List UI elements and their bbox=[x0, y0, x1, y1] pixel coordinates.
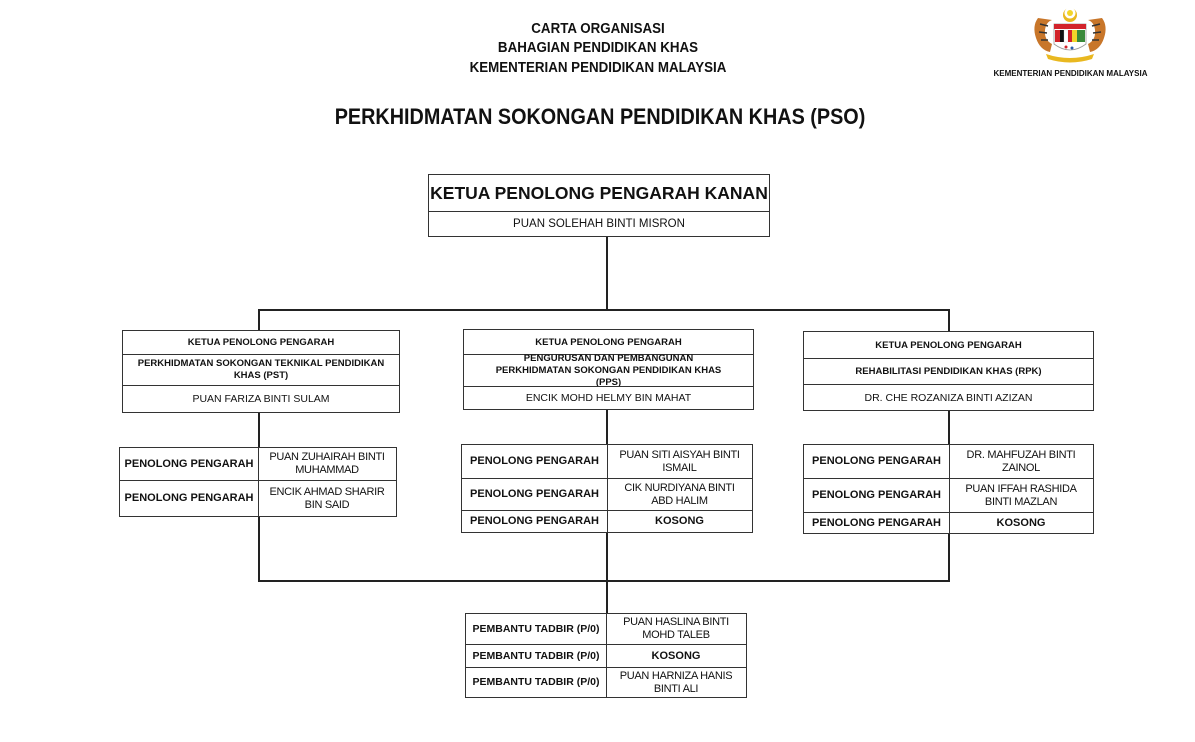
admin-role: PEMBANTU TADBIR (P/0) bbox=[466, 668, 607, 697]
branch-unit: PENGURUSAN DAN PEMBANGUNAN PERKHIDMATAN SOKONGAN PENDIDIKAN KHAS (PPS) bbox=[464, 354, 753, 386]
branch-role: KETUA PENOLONG PENGARAH bbox=[187, 337, 335, 348]
staff-role: PENOLONG PENGARAH bbox=[462, 445, 608, 478]
table-row bbox=[804, 512, 1093, 533]
staff-role: PENOLONG PENGARAH bbox=[804, 445, 950, 478]
staff-table-pst bbox=[119, 447, 397, 517]
staff-table-rpk bbox=[803, 444, 1094, 534]
branch-head-name: ENCIK MOHD HELMY BIN MAHAT bbox=[464, 386, 753, 409]
connector-branch-horizontal bbox=[258, 309, 950, 311]
connector-top-vertical bbox=[606, 236, 608, 310]
branch-box-pst bbox=[122, 330, 400, 413]
staff-role: PENOLONG PENGARAH bbox=[120, 448, 259, 480]
table-row bbox=[462, 445, 752, 478]
branch-head-name: PUAN FARIZA BINTI SULAM bbox=[123, 385, 399, 412]
connector-bottom-horizontal bbox=[258, 580, 950, 582]
table-row bbox=[466, 644, 746, 667]
branch-head-name: DR. CHE ROZANIZA BINTI AZIZAN bbox=[804, 384, 1093, 410]
staff-name: ENCIK AHMAD SHARIR BIN SAID bbox=[269, 485, 385, 511]
admin-staff-table bbox=[465, 613, 747, 698]
table-row bbox=[120, 448, 396, 480]
table-row bbox=[804, 478, 1093, 512]
table-row bbox=[804, 445, 1093, 478]
connector-branch-right bbox=[948, 309, 950, 331]
branch-box-rpk bbox=[803, 331, 1094, 411]
staff-name: KOSONG bbox=[996, 516, 1046, 529]
header-line-2: BAHAGIAN PENDIDIKAN KHAS bbox=[497, 40, 699, 56]
logo-caption: KEMENTERIAN PENDIDIKAN MALAYSIA bbox=[993, 69, 1148, 78]
admin-role: PEMBANTU TADBIR (P/0) bbox=[466, 645, 607, 667]
branch-box-pps bbox=[463, 329, 754, 410]
staff-name: CIK NURDIYANA BINTI ABD HALIM bbox=[624, 481, 735, 507]
staff-role: PENOLONG PENGARAH bbox=[120, 481, 259, 516]
top-position-name: PUAN SOLEHAH BINTI MISRON bbox=[429, 211, 769, 236]
staff-name: PUAN SITI AISYAH BINTI ISMAIL bbox=[619, 448, 740, 474]
staff-role: PENOLONG PENGARAH bbox=[462, 511, 608, 532]
header-line-3: KEMENTERIAN PENDIDIKAN MALAYSIA bbox=[469, 60, 727, 76]
top-position-title: KETUA PENOLONG PENGARAH KANAN bbox=[430, 182, 768, 203]
admin-name: PUAN HARNIZA HANIS BINTI ALI bbox=[619, 669, 733, 695]
staff-table-pps bbox=[461, 444, 753, 533]
staff-name: DR. MAHFUZAH BINTI ZAINOL bbox=[966, 448, 1076, 474]
branch-unit: PERKHIDMATAN SOKONGAN TEKNIKAL PENDIDIKAN KHAS (PST) bbox=[123, 354, 399, 385]
admin-name: PUAN HASLINA BINTI MOHD TALEB bbox=[623, 616, 729, 641]
table-row bbox=[462, 510, 752, 532]
staff-role: PENOLONG PENGARAH bbox=[462, 479, 608, 510]
staff-name: PUAN IFFAH RASHIDA BINTI MAZLAN bbox=[965, 482, 1077, 508]
staff-name: KOSONG bbox=[655, 515, 704, 527]
admin-name: KOSONG bbox=[651, 649, 701, 662]
staff-role: PENOLONG PENGARAH bbox=[804, 479, 950, 512]
connector-branch-left bbox=[258, 309, 260, 331]
header-line-1: CARTA ORGANISASI bbox=[531, 21, 665, 37]
branch-role: KETUA PENOLONG PENGARAH bbox=[535, 336, 682, 348]
admin-role: PEMBANTU TADBIR (P/0) bbox=[466, 614, 607, 644]
branch-role: KETUA PENOLONG PENGARAH bbox=[875, 339, 1022, 351]
page-title: PERKHIDMATAN SOKONGAN PENDIDIKAN KHAS (PSO) bbox=[334, 104, 866, 129]
table-row bbox=[466, 614, 746, 644]
table-row bbox=[462, 478, 752, 510]
table-row bbox=[120, 480, 396, 516]
coat-of-arms-icon bbox=[1030, 6, 1110, 64]
staff-name: PUAN ZUHAIRAH BINTI MUHAMMAD bbox=[269, 451, 385, 476]
table-row bbox=[466, 667, 746, 697]
branch-unit: REHABILITASI PENDIDIKAN KHAS (RPK) bbox=[804, 358, 1093, 384]
top-position-box bbox=[428, 174, 770, 237]
staff-role: PENOLONG PENGARAH bbox=[804, 513, 950, 533]
